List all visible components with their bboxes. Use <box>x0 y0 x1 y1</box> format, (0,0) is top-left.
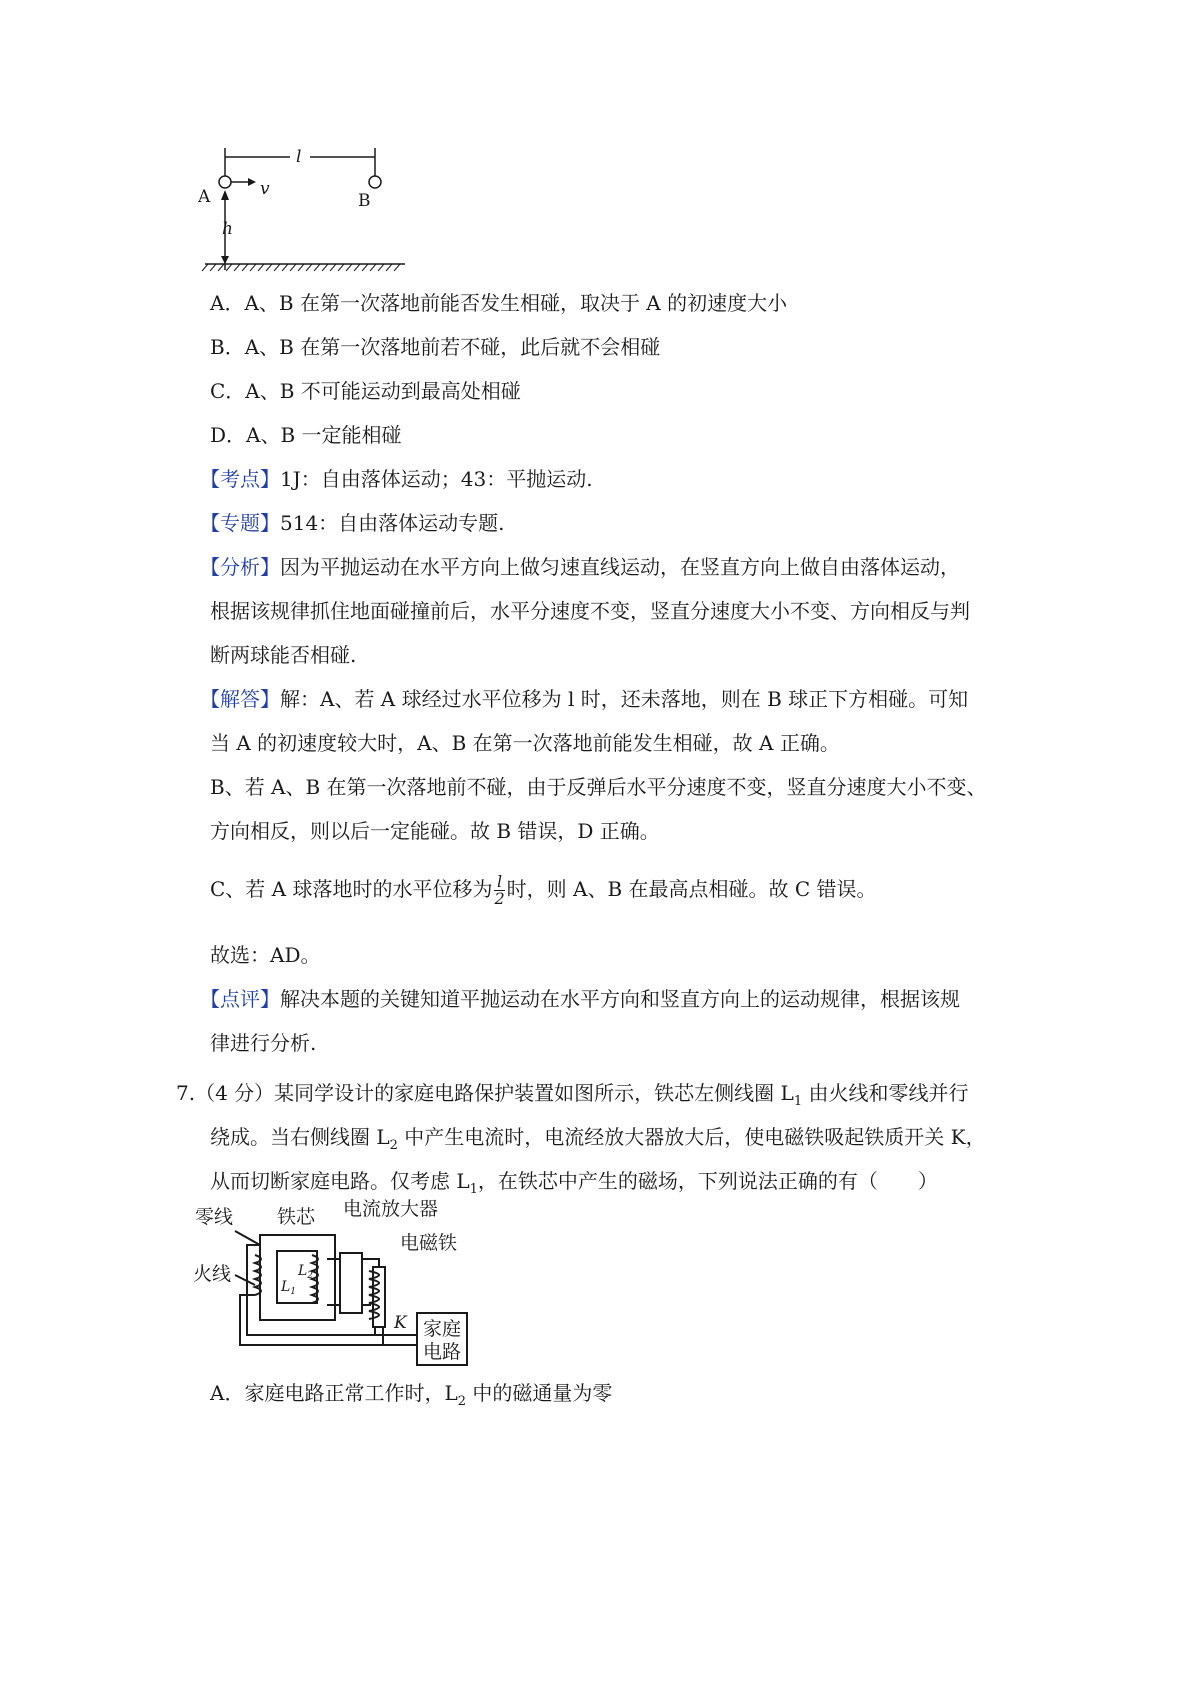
ball-b <box>369 176 381 188</box>
coil-l1 <box>255 1255 261 1295</box>
fraction-numerator: l <box>494 874 504 891</box>
zhuanti-text: 514：自由落体运动专题. <box>280 511 505 535</box>
jieda-line-4: 方向相反，则以后一定能碰。故 B 错误，D 正确。 <box>210 819 660 843</box>
h-arrowhead-down <box>221 256 229 264</box>
fraction-denominator: 2 <box>494 889 505 908</box>
label-home-1: 家庭 <box>423 1318 462 1340</box>
fraction-l-over-2 <box>494 874 504 907</box>
fenxi-line-1: 因为平抛运动在水平方向上做匀速直线运动，在竖直方向上做自由落体运动， <box>280 555 960 579</box>
jieda-line-5 <box>210 874 877 907</box>
q6-option-d: D．A、B 一定能相碰 <box>210 423 402 447</box>
dianping-section <box>200 986 960 1012</box>
circuit-diagram <box>185 1195 525 1375</box>
fenxi-tag: 【分析】 <box>200 555 280 579</box>
amplifier-to-electromagnet <box>362 1259 379 1305</box>
q7-line1-sub: 1 <box>793 1094 803 1109</box>
label-l: l <box>296 147 302 167</box>
amplifier-box <box>340 1253 362 1313</box>
jieda-line-5-pre: C、若 A 球落地时的水平位移为 <box>210 877 493 901</box>
q7-line3-pre: 从而切断家庭电路。仅考虑 L <box>210 1169 470 1193</box>
ball-a <box>219 176 231 188</box>
label-k: K <box>394 1313 407 1333</box>
q7-option-a-sub: 2 <box>457 1394 467 1409</box>
q7-line1-post: 由火线和零线并行 <box>802 1081 969 1105</box>
h-arrowhead-up <box>221 190 229 200</box>
label-live: 火线 <box>193 1263 232 1285</box>
q6-option-c: C．A、B 不可能运动到最高处相碰 <box>210 379 521 403</box>
label-v: v <box>260 179 270 199</box>
dianping-tag: 【点评】 <box>200 987 280 1011</box>
label-l2: $L_2$ <box>298 1263 314 1281</box>
label-amplifier: 电流放大器 <box>343 1198 439 1220</box>
q7-line2-sub: 2 <box>389 1138 398 1153</box>
zhuanti-section <box>200 510 505 536</box>
answer-line: 故选：AD。 <box>210 943 321 967</box>
q7-stem-line-1 <box>176 1080 968 1115</box>
q6-option-a: A．A、B 在第一次落地前能否发生相碰，取决于 A 的初速度大小 <box>210 291 788 315</box>
label-b: B <box>358 191 371 211</box>
zhuanti-tag: 【专题】 <box>200 511 280 535</box>
velocity-arrowhead <box>248 178 256 186</box>
q7-option-a-post: 中的磁通量为零 <box>466 1381 613 1405</box>
q7-line2-pre: 绕成。当右侧线圈 L <box>210 1125 390 1149</box>
dianping-line-2: 律进行分析. <box>210 1031 317 1055</box>
label-neutral: 零线 <box>195 1206 234 1228</box>
kaodian-tag: 【考点】 <box>200 467 280 491</box>
kaodian-section <box>200 466 593 492</box>
q7-stem-line-2 <box>210 1124 986 1159</box>
q7-line1-pre: 7.（4 分）某同学设计的家庭电路保护装置如图所示，铁芯左侧线圈 L <box>176 1081 794 1105</box>
fenxi-line-3: 断两球能否相碰. <box>210 643 357 667</box>
jieda-section <box>200 686 968 712</box>
fenxi-line-2: 根据该规律抓住地面碰撞前后，水平分速度不变，竖直分速度大小不变、方向相反与判 <box>210 599 970 623</box>
dianping-line-1: 解决本题的关键知道平抛运动在水平方向和竖直方向上的运动规律，根据该规 <box>280 987 960 1011</box>
q7-option-a-pre: A．家庭电路正常工作时，L <box>210 1381 458 1405</box>
q7-line3-sub: 1 <box>469 1182 478 1197</box>
q7-option-a <box>210 1380 612 1415</box>
jieda-tag: 【解答】 <box>200 687 280 711</box>
label-home-2: 电路 <box>423 1341 462 1363</box>
label-a: A <box>198 187 211 207</box>
l2-to-amplifier <box>327 1259 340 1305</box>
jieda-line-5-post: 时，则 A、B 在最高点相碰。故 C 错误。 <box>506 877 877 901</box>
q6-option-b: B．A、B 在第一次落地前若不碰，此后就不会相碰 <box>210 335 661 359</box>
label-h: h <box>222 219 233 239</box>
jieda-line-1: 解：A、若 A 球经过水平位移为 l 时，还未落地，则在 B 球正下方相碰。可知 <box>280 687 969 711</box>
projectile-diagram <box>190 140 450 300</box>
kaodian-text: 1J：自由落体运动；43：平抛运动. <box>280 467 593 491</box>
q7-line3-post: ，在铁芯中产生的磁场，下列说法正确的有（ ） <box>477 1169 938 1193</box>
jieda-line-3: B、若 A、B 在第一次落地前不碰，由于反弹后水平分速度不变，竖直分速度大小不变、 <box>210 775 987 799</box>
label-core: 铁芯 <box>277 1206 316 1228</box>
q7-line2-post: 中产生电流时，电流经放大器放大后，使电磁铁吸起铁质开关 K， <box>397 1125 986 1149</box>
label-electromagnet: 电磁铁 <box>400 1232 458 1254</box>
ground-hatching <box>202 264 400 271</box>
jieda-line-2: 当 A 的初速度较大时，A、B 在第一次落地前能发生相碰，故 A 正确。 <box>210 731 840 755</box>
fenxi-section <box>200 554 960 580</box>
label-l1: $L_1$ <box>281 1279 297 1297</box>
